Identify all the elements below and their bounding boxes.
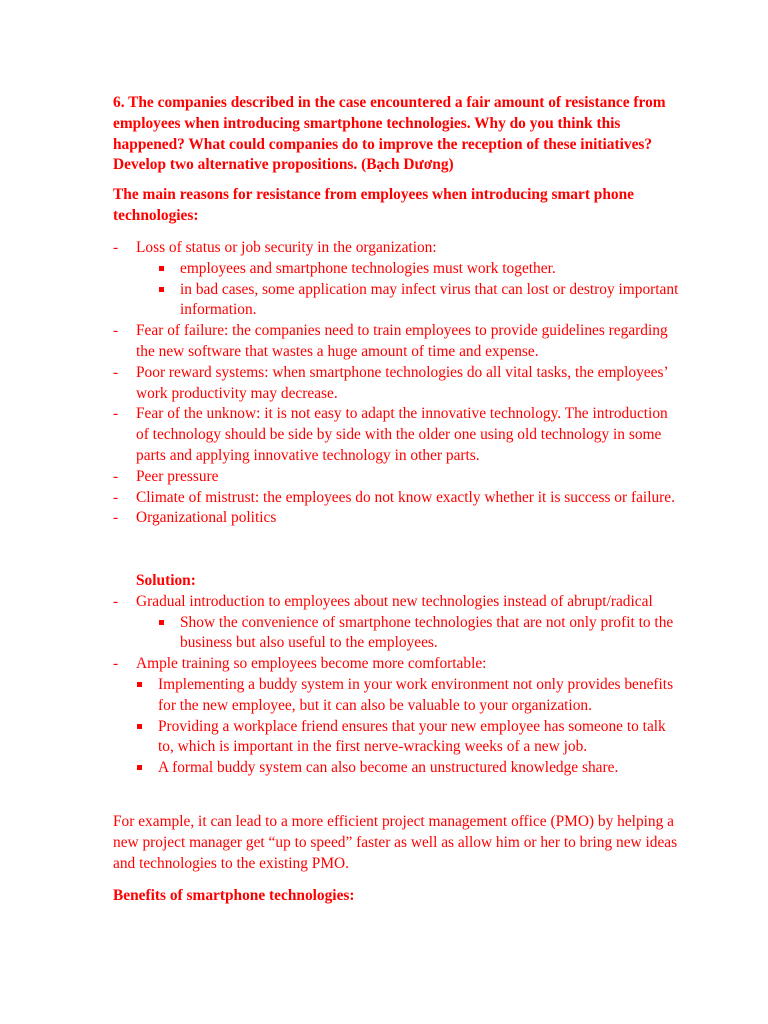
list-item bbox=[113, 508, 683, 529]
question-paragraph: 6. The companies described in the case encountered a fair amount of resistance from employees when introducing smartphone technologies. Why do you think this happened? What could companies do to improve the reception of these initiatives? Develop two alternative propositions. (Bạch Dương) bbox=[113, 94, 666, 174]
list-item bbox=[113, 592, 683, 613]
sub-list-item bbox=[113, 758, 683, 779]
list-item bbox=[113, 654, 683, 675]
square-bullet-icon bbox=[137, 682, 142, 687]
square-bullet-icon bbox=[159, 266, 164, 271]
list-item-text: Fear of the unknow: it is not easy to adapt the innovative technology. The introduction of technology should be side by side with the older one using old technology in some parts and applying innovative technology in other parts. bbox=[136, 405, 668, 464]
list-item bbox=[113, 363, 683, 405]
list-item bbox=[113, 238, 683, 259]
list-item bbox=[113, 488, 683, 509]
list-item-text: Peer pressure bbox=[136, 467, 219, 485]
list-item-text: Ample training so employees become more comfortable: bbox=[136, 655, 487, 673]
square-bullet-icon bbox=[159, 620, 164, 625]
list-item-text: Fear of failure: the companies need to train employees to provide guidelines regarding the new software that wastes a huge amount of time and expense. bbox=[136, 322, 668, 360]
sub-list-item bbox=[113, 613, 683, 655]
list-item bbox=[113, 404, 683, 466]
dash-marker: - bbox=[113, 405, 119, 423]
list-item bbox=[113, 321, 683, 363]
list-item-text: Gradual introduction to employees about new technologies instead of abrupt/radical bbox=[136, 592, 653, 610]
square-bullet-icon bbox=[137, 765, 142, 770]
benefits-heading: Benefits of smartphone technologies: bbox=[113, 887, 355, 904]
sub-list-item bbox=[113, 717, 683, 759]
sub-list-item-text: Show the convenience of smartphone technologies that are not only profit to the business but also useful to the employees. bbox=[180, 613, 674, 652]
dash-marker: - bbox=[113, 488, 119, 506]
solution-heading: Solution: bbox=[136, 572, 196, 589]
solution-section bbox=[113, 571, 683, 779]
sub-list-item-text: Providing a workplace friend ensures that your new employee has someone to talk to, which is important in the first nerve-wracking weeks of a new job. bbox=[158, 717, 666, 756]
dash-marker: - bbox=[113, 322, 119, 340]
dash-marker: - bbox=[113, 239, 119, 256]
sub-list-item-text: employees and smartphone technologies must work together. bbox=[180, 259, 556, 277]
dash-marker: - bbox=[113, 363, 119, 381]
sub-list-item-text: A formal buddy system can also become an unstructured knowledge share. bbox=[158, 759, 619, 777]
sub-list-item bbox=[113, 280, 683, 322]
example-paragraph: For example, it can lead to a more efficient project management office (PMO) by helping a new project manager get “up to speed” faster as well as allow him or her to bring new ideas and technologies to the existing PMO. bbox=[113, 813, 678, 872]
square-bullet-icon bbox=[137, 724, 142, 729]
dash-marker: - bbox=[113, 655, 119, 673]
list-item bbox=[113, 467, 683, 488]
list-item-text: Loss of status or job security in the organization: bbox=[136, 239, 437, 256]
dash-marker: - bbox=[113, 509, 119, 527]
dash-marker: - bbox=[113, 592, 119, 610]
reasons-list bbox=[113, 238, 683, 529]
sub-list-item-text: Implementing a buddy system in your work environment not only provides benefits for the new employee, but it can also be valuable to your organization. bbox=[158, 675, 674, 714]
list-item-text: Poor reward systems: when smartphone technologies do all vital tasks, the employees’ work productivity may decrease. bbox=[136, 363, 668, 402]
square-bullet-icon bbox=[159, 287, 164, 292]
sub-list-item-text: in bad cases, some application may infect virus that can lost or destroy important information. bbox=[180, 280, 679, 319]
dash-marker: - bbox=[113, 467, 119, 485]
sub-list-item bbox=[113, 675, 683, 717]
list-item-text: Organizational politics bbox=[136, 509, 277, 527]
sub-list-item bbox=[113, 259, 683, 280]
list-item-text: Climate of mistrust: the employees do not know exactly whether it is success or failure. bbox=[136, 488, 675, 506]
reasons-heading: The main reasons for resistance from employees when introducing smart phone technologies: bbox=[113, 186, 634, 224]
